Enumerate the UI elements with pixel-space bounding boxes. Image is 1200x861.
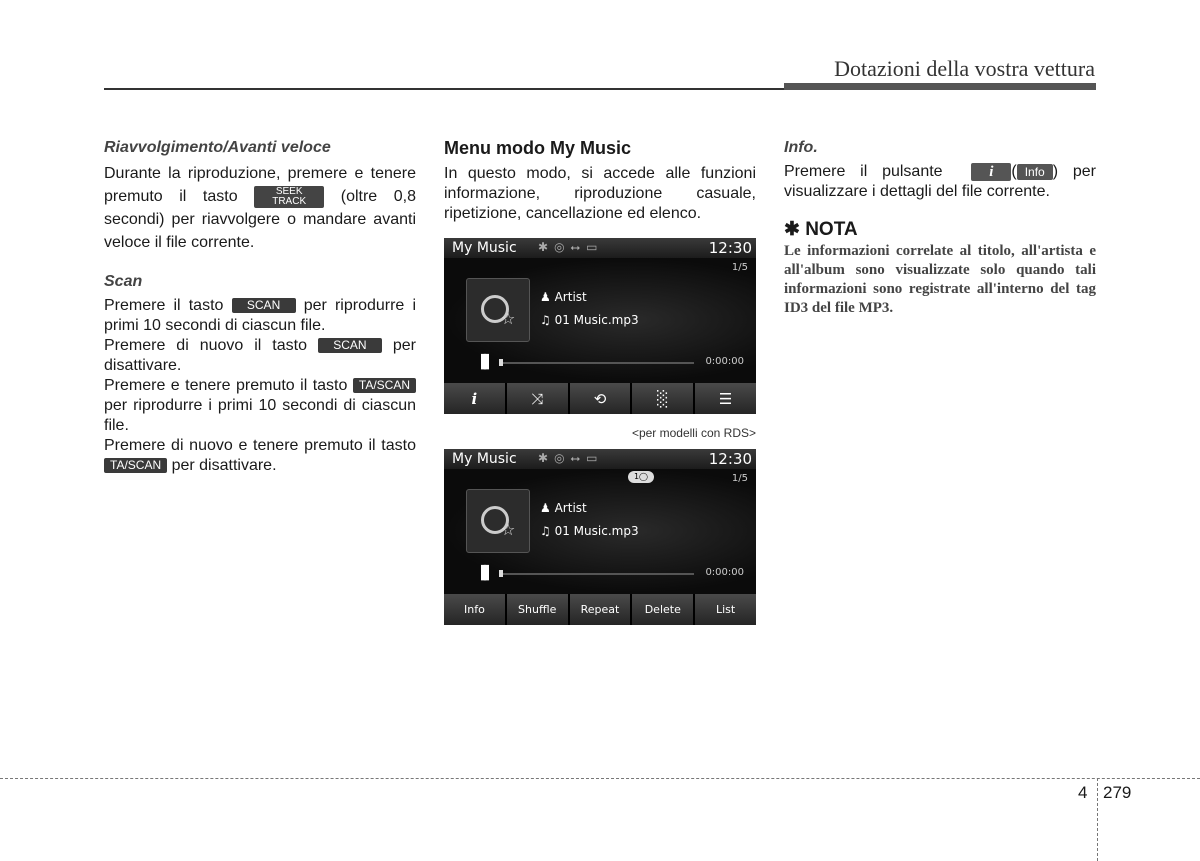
scan-text: per disattivare. [171, 457, 277, 474]
status-icons [538, 451, 604, 466]
song-row [540, 524, 639, 538]
repeat-one-badge: 1◯ [628, 471, 654, 483]
artist-label: Artist [554, 501, 587, 515]
scan-text: Premere il tasto [104, 297, 224, 314]
info-button[interactable]: Info [444, 594, 505, 625]
track-label: TRACK [272, 196, 307, 207]
screen-title: My Music [452, 240, 517, 256]
progress-handle[interactable] [499, 359, 503, 366]
screen-labels [444, 449, 756, 625]
chapter-number: 4 [1078, 783, 1088, 802]
scan-key: SCAN [318, 338, 382, 353]
repeat-icon: ⟲ [593, 389, 607, 408]
music-note-icon: ♫ [540, 524, 551, 538]
screen-title: My Music [452, 451, 517, 467]
elapsed-time: 0:00:00 [705, 356, 744, 367]
seek-label: SEEK [275, 186, 303, 197]
delete-button[interactable] [632, 383, 693, 414]
info-heading: Info. [784, 139, 818, 156]
person-icon: ♟ [540, 290, 551, 304]
song-row [540, 313, 639, 327]
scan-key: SCAN [232, 298, 296, 313]
artist-row [540, 501, 587, 515]
pause-icon[interactable]: ▐▌ [476, 566, 492, 581]
footer-divider [1097, 778, 1098, 861]
ta-scan-key: TA/SCAN [104, 458, 167, 473]
scan-text: Premere di nuovo il tasto [104, 337, 307, 354]
album-art [466, 489, 530, 553]
nota-body: Le informazioni correlate al titolo, all'artista e all'album sono visualizzate solo quando tali informazioni sono registrate all'interno del tag ID3 del file MP3. [784, 243, 1096, 316]
track-counter: 1/5 [731, 262, 748, 273]
scan-paragraph-1 [104, 296, 416, 336]
rewind-text-a: Durante la riproduzione, premere e tenere premuto il tasto [104, 165, 416, 205]
bluetooth-icon: ✱ [538, 451, 555, 465]
list-button[interactable]: List [695, 594, 756, 625]
artist-label: Artist [554, 290, 587, 304]
header-title: Dotazioni della vostra vettura [834, 56, 1095, 81]
info-icon: i [471, 389, 478, 408]
scan-paragraph-2 [104, 336, 416, 376]
column-right [784, 138, 1096, 318]
list-button[interactable] [695, 383, 756, 414]
progress-bar[interactable] [500, 362, 694, 364]
info-button[interactable] [444, 383, 505, 414]
scan-text: Premere di nuovo e tenere premuto il tasto [104, 437, 416, 454]
header-rule-accent [784, 83, 1096, 90]
shuffle-button[interactable]: Shuffle [507, 594, 568, 625]
info-text: Premere il pulsante [784, 163, 943, 180]
aux-icon: ▭ [586, 240, 604, 254]
footer-rule [0, 778, 1200, 779]
delete-button[interactable]: Delete [632, 594, 693, 625]
usb-icon: ⭤ [570, 240, 587, 254]
scan-paragraph-3 [104, 376, 416, 436]
rds-caption: <per modelli con RDS> [631, 426, 756, 440]
ta-scan-key: TA/SCAN [353, 378, 416, 393]
progress-handle[interactable] [499, 570, 503, 577]
bluetooth-icon: ✱ [538, 240, 555, 254]
info-i-key: i [971, 163, 1011, 181]
screen-button-bar [444, 383, 756, 414]
star-icon: ☆ [501, 309, 516, 328]
disc-icon: ◎ [554, 240, 571, 254]
nota-title: ✱ NOTA [784, 219, 858, 240]
screen-clock: 12:30 [708, 239, 752, 257]
info-key: Info [1017, 164, 1053, 180]
screen-button-bar [444, 594, 756, 625]
column-middle [444, 138, 756, 224]
column-left [104, 138, 416, 476]
screen-clock: 12:30 [708, 450, 752, 468]
rewind-paragraph [104, 162, 416, 254]
track-counter: 1/5 [731, 473, 748, 484]
progress-bar[interactable] [500, 573, 694, 575]
person-icon: ♟ [540, 501, 551, 515]
music-note-icon: ♫ [540, 313, 551, 327]
shuffle-button[interactable] [507, 383, 568, 414]
star-icon: ☆ [501, 520, 516, 539]
status-icons [538, 240, 604, 255]
aux-icon: ▭ [586, 451, 604, 465]
scan-text: per riprodurre i primi 10 secondi di ciascun file. [104, 397, 416, 434]
scan-text: per riprodurre i primi 10 secondi di ciascun file. [104, 297, 417, 334]
my-music-paragraph: In questo modo, si accede alle funzioni informazione, riproduzione casuale, ripetizione, cancellazione ed elenco. [444, 165, 756, 222]
scan-paragraph-4 [104, 436, 416, 476]
repeat-button[interactable] [570, 383, 631, 414]
disc-icon: ◎ [554, 451, 571, 465]
artist-row [540, 290, 587, 304]
info-text: ) per visualizzare i dettagli del file corrente. [784, 163, 1096, 200]
page-number: 279 [1103, 783, 1132, 802]
info-paragraph: Premere il pulsante i ( Info ) per visualizzare i dettagli del file corrente. [784, 163, 1096, 200]
pause-icon[interactable]: ▐▌ [476, 355, 492, 370]
screen-icons [444, 238, 756, 414]
list-icon: ☰ [718, 389, 733, 408]
rewind-heading: Riavvolgimento/Avanti veloce [104, 139, 331, 156]
rewind-text-b: (oltre 0,8 secondi) per riavvolgere o mandare avanti veloce il file corrente. [104, 188, 416, 251]
album-art [466, 278, 530, 342]
elapsed-time: 0:00:00 [705, 567, 744, 578]
song-label: 01 Music.mp3 [554, 313, 639, 327]
seek-track-key [254, 186, 324, 208]
scan-text: per disattivare. [104, 337, 416, 374]
trash-icon: ░ [657, 389, 669, 408]
usb-icon: ⭤ [570, 451, 587, 465]
my-music-heading: Menu modo My Music [444, 138, 632, 158]
repeat-button[interactable]: Repeat [570, 594, 631, 625]
scan-text: Premere e tenere premuto il tasto [104, 377, 348, 394]
shuffle-icon: ⤨ [531, 389, 544, 408]
scan-heading: Scan [104, 273, 143, 290]
song-label: 01 Music.mp3 [554, 524, 639, 538]
